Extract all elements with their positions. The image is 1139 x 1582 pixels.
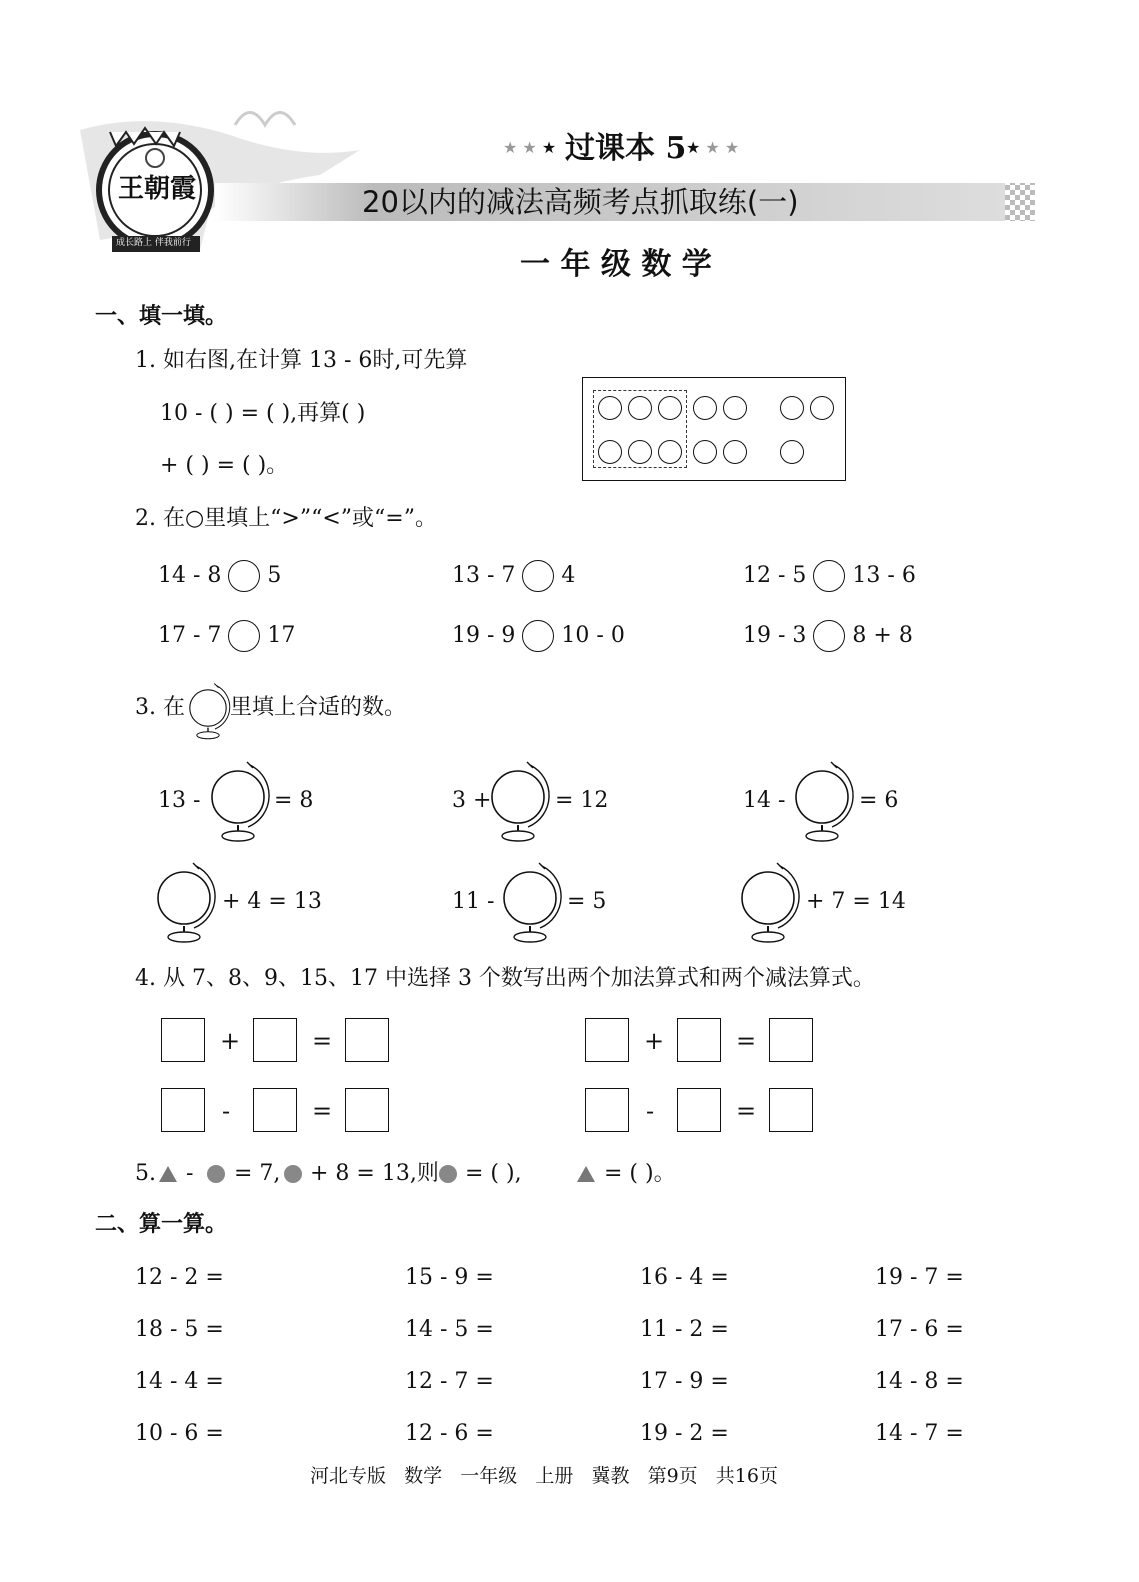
globe-eq-right: + 7 = 14 [806, 889, 906, 914]
answer-box[interactable] [769, 1018, 813, 1062]
calc-item: 11 - 2 = [640, 1317, 729, 1342]
answer-box[interactable] [253, 1088, 297, 1132]
q3-prompt-b: 里填上合适的数。 [230, 695, 407, 720]
globe-eq-right: + 4 = 13 [222, 889, 322, 914]
subject-title: 一 年 级 数 学 [520, 247, 712, 282]
logo-name: 王朝霞 [118, 174, 197, 204]
series-stars-left: ★ ★ ★ [503, 138, 557, 157]
answer-box[interactable] [769, 1088, 813, 1132]
calc-item: 14 - 4 = [135, 1369, 224, 1394]
calc-item: 14 - 7 = [875, 1421, 964, 1446]
answer-box[interactable] [677, 1088, 721, 1132]
globe-icon [742, 863, 799, 942]
globe-eq-left: 14 - [743, 788, 786, 813]
triangle-icon [576, 1165, 596, 1183]
globe-icon [158, 863, 215, 942]
answer-box[interactable] [585, 1018, 629, 1062]
q5-eq4: = ( )。 [604, 1161, 676, 1186]
globe-eq-right: = 5 [567, 889, 607, 914]
calc-item: 12 - 7 = [405, 1369, 494, 1394]
q1-line2: 10 - ( ) = ( ),再算( ) [160, 401, 366, 426]
section2-heading: 二、算一算。 [95, 1212, 228, 1237]
q1-line1: 1. 如右图,在计算 13 - 6时,可先算 [135, 348, 468, 373]
globe-icon [190, 684, 230, 739]
q4-prompt: 4. 从 7、8、9、15、17 中选择 3 个数写出两个加法算式和两个减法算式。 [135, 966, 875, 991]
calc-item: 15 - 9 = [405, 1265, 494, 1290]
equals-sign: = [736, 1097, 757, 1125]
calc-item: 14 - 5 = [405, 1317, 494, 1342]
q5-eq1: = 7, [234, 1161, 281, 1186]
globe-icon [504, 863, 561, 942]
answer-box[interactable] [253, 1018, 297, 1062]
calc-item: 17 - 6 = [875, 1317, 964, 1342]
plus-sign: + [220, 1027, 241, 1055]
q1-line3: + ( ) = ( )。 [160, 453, 289, 478]
circle-icon [206, 1164, 226, 1184]
q2-prompt: 2. 在○里填上“>”“<”或“=”。 [135, 506, 437, 531]
globe-eq-left: 3 + [452, 788, 492, 813]
answer-box[interactable] [161, 1088, 205, 1132]
answer-box[interactable] [345, 1018, 389, 1062]
series-stars-right: ★ ★ ★ [686, 138, 740, 157]
calc-item: 18 - 5 = [135, 1317, 224, 1342]
equals-sign: = [736, 1027, 757, 1055]
q5-num: 5. [135, 1161, 156, 1186]
triangle-icon [158, 1165, 178, 1183]
calc-item: 17 - 9 = [640, 1369, 729, 1394]
calc-item: 12 - 6 = [405, 1421, 494, 1446]
calc-item: 19 - 7 = [875, 1265, 964, 1290]
equals-sign: = [312, 1097, 333, 1125]
equals-sign: = [312, 1027, 333, 1055]
circle-icon [438, 1164, 458, 1184]
plus-sign: + [644, 1027, 665, 1055]
q5-minus: - [186, 1161, 194, 1186]
answer-box[interactable] [677, 1018, 721, 1062]
calc-item: 14 - 8 = [875, 1369, 964, 1394]
compare-item: 12 - 5 13 - 6 [743, 560, 916, 592]
globe-icon [492, 762, 549, 841]
page-title: 20以内的减法高频考点抓取练(一) [362, 185, 799, 219]
answer-box[interactable] [345, 1088, 389, 1132]
globe-icon [796, 762, 853, 841]
q5-eq3: = ( ), [465, 1161, 522, 1186]
minus-sign: - [222, 1097, 231, 1125]
compare-item: 19 - 3 8 + 8 [743, 620, 913, 652]
calc-item: 12 - 2 = [135, 1265, 224, 1290]
globe-eq-right: = 12 [555, 788, 609, 813]
globe-eq-left: 11 - [452, 889, 495, 914]
compare-item: 13 - 7 4 [452, 560, 575, 592]
minus-sign: - [646, 1097, 655, 1125]
globe-icon [212, 762, 269, 841]
answer-box[interactable] [585, 1088, 629, 1132]
calc-item: 10 - 6 = [135, 1421, 224, 1446]
compare-item: 14 - 8 5 [158, 560, 281, 592]
circle-icon [283, 1164, 303, 1184]
globe-eq-right: = 8 [274, 788, 314, 813]
section1-heading: 一、填一填。 [95, 304, 228, 329]
page-footer: 河北专版 数学 一年级 上册 冀教 第9页 共16页 [310, 1465, 778, 1487]
series-label: 过课本 5 [565, 131, 687, 166]
answer-box[interactable] [161, 1018, 205, 1062]
q3-prompt-a: 3. 在 [135, 695, 185, 720]
globe-eq-left: 13 - [158, 788, 201, 813]
calc-item: 16 - 4 = [640, 1265, 729, 1290]
compare-item: 19 - 9 10 - 0 [452, 620, 625, 652]
compare-item: 17 - 7 17 [158, 620, 295, 652]
calc-item: 19 - 2 = [640, 1421, 729, 1446]
q5-eq2: + 8 = 13,则 [310, 1161, 439, 1186]
globe-eq-right: = 6 [859, 788, 899, 813]
logo-ribbon: 成长路上 伴我前行 [116, 238, 191, 248]
